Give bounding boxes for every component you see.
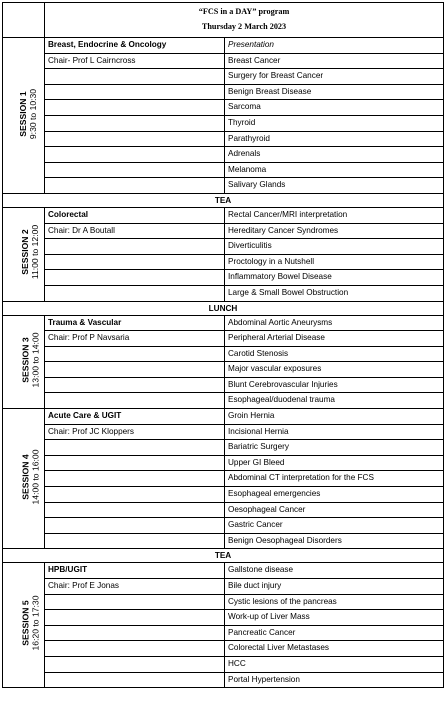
session-info-cell bbox=[45, 502, 225, 518]
presentation-item: Portal Hypertension bbox=[225, 672, 444, 688]
session-info-cell bbox=[45, 239, 225, 255]
session-row bbox=[3, 315, 444, 331]
session-label-text bbox=[20, 225, 40, 279]
program-title bbox=[45, 3, 444, 38]
session-info-cell bbox=[45, 377, 225, 393]
session-row bbox=[3, 579, 444, 595]
session-row bbox=[3, 641, 444, 657]
session-row bbox=[3, 84, 444, 100]
session-topic: Trauma & Vascular bbox=[45, 315, 225, 331]
session-label bbox=[3, 563, 45, 688]
session-row bbox=[3, 131, 444, 147]
session-info-cell bbox=[45, 270, 225, 286]
session-name: SESSION 5 bbox=[20, 600, 31, 647]
presentation-item: Inflammatory Bowel Disease bbox=[225, 270, 444, 286]
session-topic: HPB/UGIT bbox=[45, 563, 225, 579]
presentation-item: Abdominal CT interpretation for the FCS bbox=[225, 471, 444, 487]
title-corner-cell bbox=[3, 3, 45, 38]
session-time: 14:00 to 16:00 bbox=[30, 449, 41, 505]
session-info-cell bbox=[45, 656, 225, 672]
session-row bbox=[3, 69, 444, 85]
presentation-item: Esophageal/duodenal trauma bbox=[225, 393, 444, 409]
session-info-cell bbox=[45, 641, 225, 657]
session-info-cell bbox=[45, 393, 225, 409]
presentation-item: Adrenals bbox=[225, 147, 444, 163]
session-row bbox=[3, 331, 444, 347]
session-chair: Chair: Prof P Navsaria bbox=[45, 331, 225, 347]
session-label bbox=[3, 207, 45, 301]
session-chair: Chair: Dr A Boutall bbox=[45, 223, 225, 239]
presentation-item: Parathyroid bbox=[225, 131, 444, 147]
session-info-cell bbox=[45, 131, 225, 147]
presentation-item: Major vascular exposures bbox=[225, 362, 444, 378]
presentation-item: Esophageal emergencies bbox=[225, 487, 444, 503]
presentation-item: Large & Small Bowel Obstruction bbox=[225, 285, 444, 301]
session-info-cell bbox=[45, 672, 225, 688]
session-chair: Chair: Prof JC Kloppers bbox=[45, 424, 225, 440]
session-row bbox=[3, 223, 444, 239]
session-row bbox=[3, 178, 444, 194]
session-info-cell bbox=[45, 471, 225, 487]
presentation-item: Benign Breast Disease bbox=[225, 84, 444, 100]
session-info-cell bbox=[45, 162, 225, 178]
session-row bbox=[3, 518, 444, 534]
program-title-line-1: “FCS in a DAY” program bbox=[198, 7, 290, 17]
presentation-item: Pancreatic Cancer bbox=[225, 625, 444, 641]
session-label-text bbox=[20, 596, 40, 651]
presentation-item: Breast Cancer bbox=[225, 53, 444, 69]
session-time: 16:20 to 17:30 bbox=[30, 596, 41, 651]
presentation-item: Oesophageal Cancer bbox=[225, 502, 444, 518]
session-info-cell bbox=[45, 487, 225, 503]
session-row bbox=[3, 285, 444, 301]
session-row bbox=[3, 455, 444, 471]
presentation-item: Diverticulitis bbox=[225, 239, 444, 255]
session-time: 11:00 to 12:00 bbox=[30, 225, 41, 280]
session-info-cell bbox=[45, 178, 225, 194]
session-name: SESSION 4 bbox=[20, 454, 31, 500]
presentation-item: Groin Hernia bbox=[225, 409, 444, 425]
break-row bbox=[3, 193, 444, 207]
session-info-cell bbox=[45, 346, 225, 362]
session-label bbox=[3, 38, 45, 194]
presentation-item: Surgery for Breast Cancer bbox=[225, 69, 444, 85]
session-info-cell bbox=[45, 84, 225, 100]
session-row bbox=[3, 115, 444, 131]
session-row bbox=[3, 610, 444, 626]
session-row bbox=[3, 563, 444, 579]
presentation-item: Bariatric Surgery bbox=[225, 440, 444, 456]
break-label: TEA bbox=[3, 549, 444, 563]
presentation-header: Presentation bbox=[225, 38, 444, 54]
presentation-item: Melanoma bbox=[225, 162, 444, 178]
session-chair: Chair- Prof L Cairncross bbox=[45, 53, 225, 69]
presentation-item: Peripheral Arterial Disease bbox=[225, 331, 444, 347]
session-chair: Chair: Prof E Jonas bbox=[45, 579, 225, 595]
session-row bbox=[3, 270, 444, 286]
presentation-item: Cystic lesions of the pancreas bbox=[225, 594, 444, 610]
session-row bbox=[3, 625, 444, 641]
session-label bbox=[3, 409, 45, 549]
session-info-cell bbox=[45, 115, 225, 131]
session-info-cell bbox=[45, 533, 225, 549]
presentation-item: Bile duct injury bbox=[225, 579, 444, 595]
break-row bbox=[3, 301, 444, 315]
session-row bbox=[3, 393, 444, 409]
session-row bbox=[3, 38, 444, 54]
session-label-text bbox=[20, 449, 40, 504]
presentation-item: Blunt Cerebrovascular Injuries bbox=[225, 377, 444, 393]
presentation-item: Gastric Cancer bbox=[225, 518, 444, 534]
program-table bbox=[2, 2, 444, 688]
session-row bbox=[3, 440, 444, 456]
session-time: 9:30 to 10:30 bbox=[28, 88, 39, 139]
presentation-item: Thyroid bbox=[225, 115, 444, 131]
session-info-cell bbox=[45, 518, 225, 534]
session-label bbox=[3, 315, 45, 409]
presentation-item: Incisional Hernia bbox=[225, 424, 444, 440]
session-row bbox=[3, 424, 444, 440]
presentation-item: Work-up of Liver Mass bbox=[225, 610, 444, 626]
session-row bbox=[3, 471, 444, 487]
break-row bbox=[3, 549, 444, 563]
session-info-cell bbox=[45, 362, 225, 378]
presentation-item: HCC bbox=[225, 656, 444, 672]
session-time: 13:00 to 14:00 bbox=[30, 332, 41, 388]
session-row bbox=[3, 656, 444, 672]
session-info-cell bbox=[45, 610, 225, 626]
session-row bbox=[3, 487, 444, 503]
session-info-cell bbox=[45, 625, 225, 641]
session-row bbox=[3, 239, 444, 255]
session-topic: Breast, Endocrine & Oncology bbox=[45, 38, 225, 54]
session-info-cell bbox=[45, 69, 225, 85]
break-label: LUNCH bbox=[3, 301, 444, 315]
presentation-item: Colorectal Liver Metastases bbox=[225, 641, 444, 657]
session-info-cell bbox=[45, 254, 225, 270]
session-info-cell bbox=[45, 455, 225, 471]
session-name: SESSION 3 bbox=[20, 337, 31, 383]
session-row bbox=[3, 53, 444, 69]
presentation-item: Abdominal Aortic Aneurysms bbox=[225, 315, 444, 331]
session-label-text bbox=[18, 89, 38, 139]
presentation-item: Hereditary Cancer Syndromes bbox=[225, 223, 444, 239]
session-info-cell bbox=[45, 147, 225, 163]
session-info-cell bbox=[45, 285, 225, 301]
session-row bbox=[3, 502, 444, 518]
presentation-item: Salivary Glands bbox=[225, 178, 444, 194]
session-row bbox=[3, 147, 444, 163]
session-topic: Colorectal bbox=[45, 207, 225, 223]
session-row bbox=[3, 362, 444, 378]
session-row bbox=[3, 100, 444, 116]
session-row bbox=[3, 672, 444, 688]
session-row bbox=[3, 594, 444, 610]
session-topic: Acute Care & UGIT bbox=[45, 409, 225, 425]
presentation-item: Rectal Cancer/MRI interpretation bbox=[225, 207, 444, 223]
presentation-item: Upper GI Bleed bbox=[225, 455, 444, 471]
presentation-item: Proctology in a Nutshell bbox=[225, 254, 444, 270]
session-row bbox=[3, 377, 444, 393]
session-label-text bbox=[20, 333, 40, 388]
session-row bbox=[3, 346, 444, 362]
session-row bbox=[3, 254, 444, 270]
session-row bbox=[3, 533, 444, 549]
program-date: Thursday 2 March 2023 bbox=[201, 22, 287, 31]
session-row bbox=[3, 162, 444, 178]
session-name: SESSION 1 bbox=[18, 90, 29, 137]
session-row bbox=[3, 409, 444, 425]
presentation-item: Benign Oesophageal Disorders bbox=[225, 533, 444, 549]
presentation-item: Gallstone disease bbox=[225, 563, 444, 579]
title-row bbox=[3, 3, 444, 38]
session-row bbox=[3, 207, 444, 223]
break-label: TEA bbox=[3, 193, 444, 207]
session-name: SESSION 2 bbox=[20, 229, 31, 276]
session-info-cell bbox=[45, 100, 225, 116]
session-info-cell bbox=[45, 440, 225, 456]
presentation-item: Sarcoma bbox=[225, 100, 444, 116]
session-info-cell bbox=[45, 594, 225, 610]
presentation-item: Carotid Stenosis bbox=[225, 346, 444, 362]
